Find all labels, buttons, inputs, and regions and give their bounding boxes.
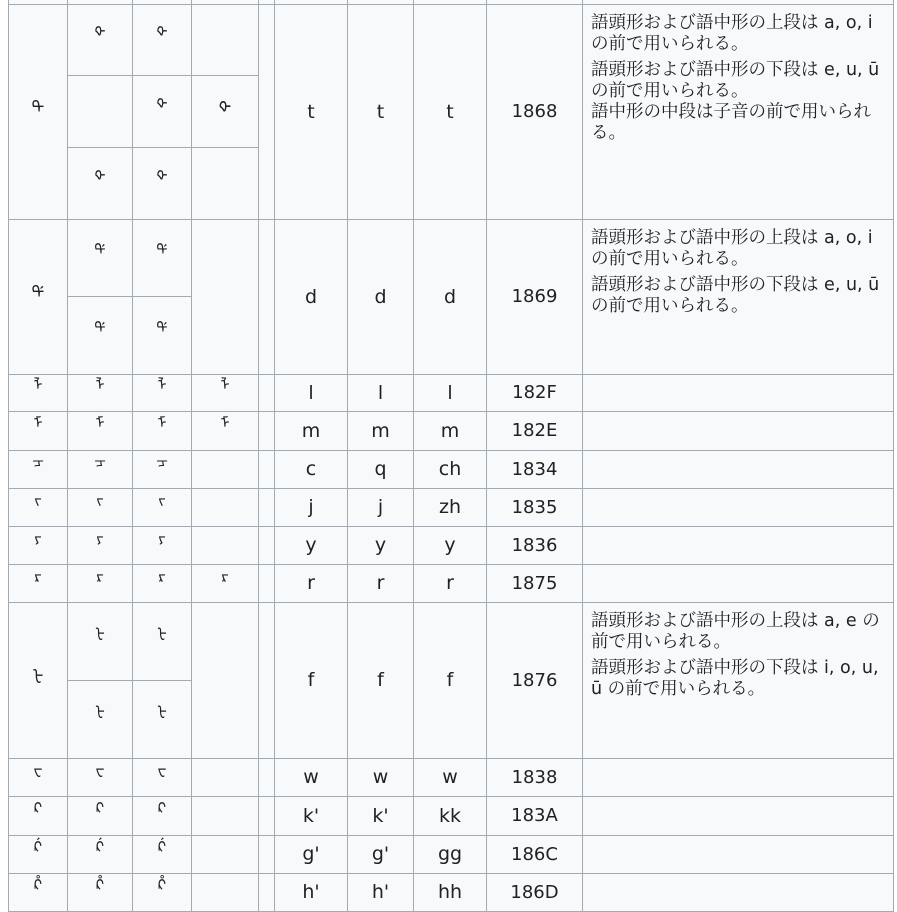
isolated-form: ᡩ <box>31 283 45 304</box>
romanization-3: y <box>414 527 487 565</box>
romanization-3: hh <box>414 874 487 912</box>
table-row <box>9 759 894 797</box>
romanization-1: j <box>275 489 348 527</box>
unicode-codepoint: 1876 <box>487 603 583 759</box>
romanization-1: h' <box>275 874 348 912</box>
initial-form: ᡐ <box>94 166 106 185</box>
table-row <box>9 489 894 527</box>
medial-form: ᡐ <box>156 23 168 42</box>
romanization-2: y <box>348 527 414 565</box>
table-row <box>9 836 894 874</box>
unicode-codepoint: 1869 <box>487 220 583 375</box>
isolated-form: ᠲ <box>31 98 45 119</box>
final-form: ᡵ <box>221 566 229 585</box>
isolated-form: ᠸ <box>33 760 43 779</box>
table-row <box>9 603 894 681</box>
romanization-3: m <box>414 412 487 451</box>
medial-form: ᡩ <box>156 318 168 337</box>
romanization-2: k' <box>348 797 414 836</box>
romanization-3: f <box>414 603 487 759</box>
initial-form: ᡭ <box>95 875 105 894</box>
medial-form: ᠶ <box>158 528 166 547</box>
initial-form: ᡩ <box>94 318 106 337</box>
table-row <box>9 527 894 565</box>
unicode-codepoint: 183A <box>487 797 583 836</box>
romanization-1: f <box>275 603 348 759</box>
medial-form: ᡬ <box>157 837 167 856</box>
medial-form: ᡐ <box>156 166 168 185</box>
romanization-2: t <box>348 5 414 220</box>
romanization-1: y <box>275 527 348 565</box>
initial-form: ᡵ <box>96 566 104 585</box>
romanization-3: gg <box>414 836 487 874</box>
isolated-form: ᡭ <box>33 875 43 894</box>
medial-form: ᠮ <box>157 414 167 433</box>
romanization-1: k' <box>275 797 348 836</box>
romanization-2: g' <box>348 836 414 874</box>
manchu-letter-table <box>8 0 894 912</box>
romanization-3: ch <box>414 451 487 489</box>
medial-form: ᠺ <box>157 799 167 818</box>
romanization-3: l <box>414 375 487 412</box>
romanization-3: zh <box>414 489 487 527</box>
table-row <box>9 797 894 836</box>
table-row <box>9 874 894 912</box>
initial-form: ᡶ <box>95 624 105 643</box>
romanization-2: m <box>348 412 414 451</box>
unicode-codepoint: 1836 <box>487 527 583 565</box>
isolated-form: ᡶ <box>32 666 44 687</box>
usage-note: 語頭形および語中形の上段は a, e の前で用いられる。 語頭形および語中形の下段は i, o, u, ū の前で用いられる。 <box>583 603 894 759</box>
romanization-3: kk <box>414 797 487 836</box>
unicode-codepoint: 1834 <box>487 451 583 489</box>
medial-form: ᡶ <box>157 624 167 643</box>
medial-form: ᡵ <box>158 566 166 585</box>
romanization-1: t <box>275 5 348 220</box>
romanization-2: d <box>348 220 414 375</box>
table-row <box>9 5 894 76</box>
romanization-1: m <box>275 412 348 451</box>
medial-form: ᠸ <box>157 760 167 779</box>
initial-form: ᠶ <box>96 528 104 547</box>
initial-form: ᡶ <box>95 702 105 721</box>
isolated-form: ᠺ <box>33 799 43 818</box>
romanization-1: r <box>275 565 348 603</box>
romanization-1: d <box>275 220 348 375</box>
initial-form: ᡐ <box>94 23 106 42</box>
initial-form: ᠯ <box>95 376 105 395</box>
romanization-2: j <box>348 489 414 527</box>
usage-note: 語頭形および語中形の上段は a, o, i の前で用いられる。 語頭形および語中形の下段は e, u, ū の前で用いられる。 語中形の中段は子音の前で用いられる。 <box>583 5 894 220</box>
initial-form: ᠮ <box>95 414 105 433</box>
medial-form: ᠴ <box>156 452 168 471</box>
romanization-1: g' <box>275 836 348 874</box>
isolated-form: ᠮ <box>33 414 43 433</box>
unicode-codepoint: 1835 <box>487 489 583 527</box>
initial-form: ᠴ <box>94 452 106 471</box>
romanization-3: r <box>414 565 487 603</box>
romanization-2: h' <box>348 874 414 912</box>
medial-form: ᡐ <box>156 94 168 113</box>
table-row <box>9 451 894 489</box>
unicode-codepoint: 1875 <box>487 565 583 603</box>
romanization-3: w <box>414 759 487 797</box>
initial-form: ᡬ <box>95 837 105 856</box>
romanization-1: l <box>275 375 348 412</box>
unicode-codepoint: 1838 <box>487 759 583 797</box>
isolated-form: ᡵ <box>34 566 42 585</box>
isolated-form: ᠴ <box>32 452 44 471</box>
final-form: ᠯ <box>220 376 230 395</box>
romanization-3: t <box>414 5 487 220</box>
table-row <box>9 220 894 297</box>
table-row <box>9 375 894 412</box>
unicode-codepoint: 186D <box>487 874 583 912</box>
final-form: ᠮ <box>220 414 230 433</box>
medial-form: ᡶ <box>157 702 167 721</box>
medial-form: ᡩ <box>156 241 168 260</box>
unicode-codepoint: 1868 <box>487 5 583 220</box>
table-row <box>9 565 894 603</box>
romanization-2: w <box>348 759 414 797</box>
unicode-codepoint: 186C <box>487 836 583 874</box>
romanization-3: d <box>414 220 487 375</box>
romanization-2: r <box>348 565 414 603</box>
romanization-2: f <box>348 603 414 759</box>
medial-form: ᠵ <box>158 490 166 509</box>
initial-form: ᠸ <box>95 760 105 779</box>
romanization-1: c <box>275 451 348 489</box>
romanization-1: w <box>275 759 348 797</box>
medial-form: ᡭ <box>157 875 167 894</box>
medial-form: ᠯ <box>157 376 167 395</box>
isolated-form: ᠵ <box>34 490 42 509</box>
isolated-form: ᡬ <box>33 837 43 856</box>
isolated-form: ᠶ <box>34 528 42 547</box>
initial-form: ᡩ <box>94 241 106 260</box>
initial-form: ᠺ <box>95 799 105 818</box>
romanization-2: q <box>348 451 414 489</box>
unicode-codepoint: 182E <box>487 412 583 451</box>
unicode-codepoint: 182F <box>487 375 583 412</box>
final-form: ᡐ <box>218 97 232 118</box>
initial-form: ᠵ <box>96 490 104 509</box>
romanization-2: l <box>348 375 414 412</box>
isolated-form: ᠯ <box>33 376 43 395</box>
table-row <box>9 412 894 451</box>
usage-note: 語頭形および語中形の上段は a, o, i の前で用いられる。 語頭形および語中形の下段は e, u, ū の前で用いられる。 <box>583 220 894 375</box>
